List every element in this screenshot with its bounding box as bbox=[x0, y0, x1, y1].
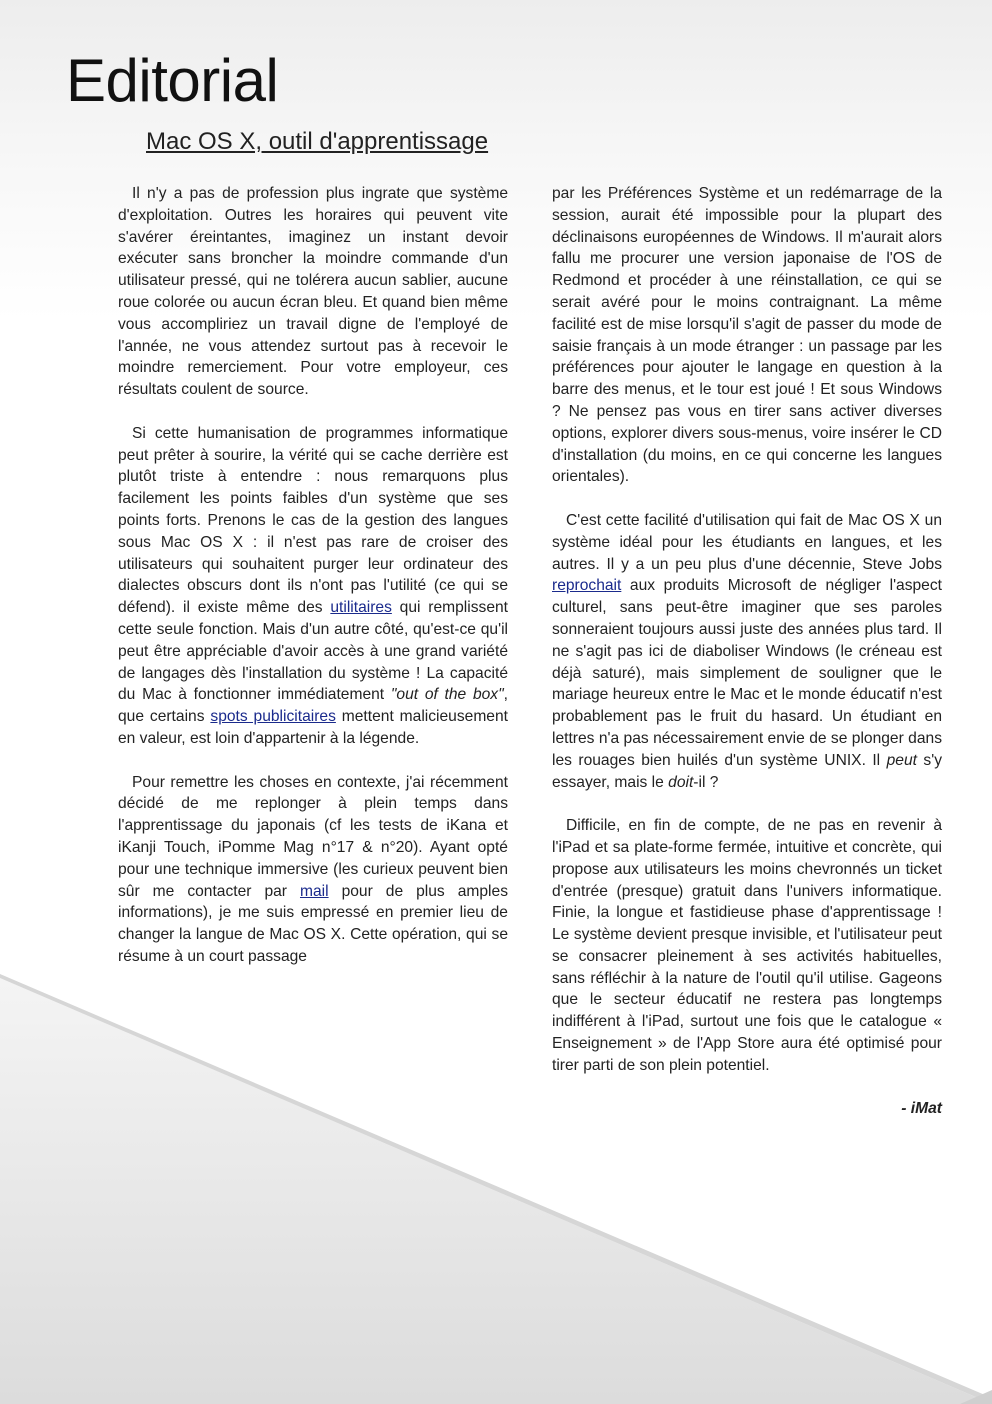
doit-emphasis: doit bbox=[668, 773, 694, 791]
paragraph-5: C'est cette facilité d'utilisation qui fait de Mac OS X un système idéal pour les étudiants en langues, et les autres. Il y a un peu plus d'une décennie, Steve Jobs reprochait aux produits Microsoft de négliger l'aspect culturel, sans peut-être imaginer que ses paroles sonneraient toujours aussi juste des années plus tard. Il ne s'agit pas ici de diaboliser Windows (le créneau est déjà saturé), mais simplement de souligner que le mariage heureux entre le Mac et le monde éducatif n'est probablement pas le fruit du hasard. Un étudiant en lettres n'a pas nécessairement envie de se plonger dans les rouages bien huilés d'un système UNIX. Il peut s'y essayer, mais le doit-il ? bbox=[552, 511, 942, 791]
page-title: Editorial bbox=[66, 47, 279, 114]
paragraph-2: Si cette humanisation de programmes informatique peut prêter à sourire, la vérité qui se cache derrière est plutôt triste à entendre : nous remarquons plus facilement les points faibles d'un système que ses points forts. Prenons le cas de la gestion des langues sous Mac OS X : il n'est pas rare de croiser des utilisateurs qui souhaitent purger leur ordinateur des dialectes obscurs dont ils n'ont pas l'utilité (ce qui se défend). il existe même des utilitaires qui remplissent cette seule fonction. Mais d'un autre côté, qu'est-ce qu'il peut être appréciable d'avoir accès à une grand variété de langages dès l'installation du système ! La capacité du Mac à fonctionner immédiatement "out of the box", que certains spots publicitaires mettent malicieusement en valeur, est loin d'appartenir à la légende. bbox=[118, 424, 509, 747]
out-of-the-box-emphasis: "out of the box" bbox=[390, 686, 504, 704]
peut-emphasis: peut bbox=[886, 751, 917, 769]
article-column-left bbox=[118, 183, 508, 989]
paragraph-3: Pour remettre les choses en contexte, j'ai récemment décidé de me replonger à plein temps dans l'apprentissage du japonais (cf les tests de iKana et iKanji Touch, iPomme Mag n°17 & n°20). Ayant opté pour une technique immersive (les curieux peuvent bien sûr me contacter par mail pour de plus amples informations), je me suis empressé en premier lieu de changer la langue de Mac OS X. Cette opération, qui se résume à un court passage bbox=[118, 773, 508, 965]
article-subtitle: Mac OS X, outil d'apprentissage bbox=[146, 128, 489, 155]
mail-link[interactable]: mail bbox=[299, 882, 329, 900]
author-signature: - iMat bbox=[901, 1100, 942, 1118]
paragraph-6: Difficile, en fin de compte, de ne pas en revenir à l'iPad et sa plate-forme fermée, intuitive et concrète, qui propose aux utilisateurs les moins chevronnés un ticket d'entrée (presque) gratuit dans l'univers informatique. Finie, la longue et fastidieuse phase d'apprentissage ! Le système devient presque invisible, et l'utilisateur peut se consacrer pleinement à ses activités habituelles, sans réfléchir à la nature de l'outil qu'il utilise. Gageons que le secteur éducatif ne restera pas longtemps indifférent à l'iPad, surtout une fois que le catalogue « Enseignement » de l'App Store aura été optimisé pour tirer parti de son plein potentiel. bbox=[552, 817, 942, 1074]
spots-publicitaires-link[interactable]: spots publicitaires bbox=[210, 708, 336, 726]
utilitaires-link[interactable]: utilitaires bbox=[330, 599, 392, 617]
reprochait-link[interactable]: reprochait bbox=[552, 577, 622, 595]
paragraph-4: par les Préférences Système et un redémarrage de la session, aurait été impossible pour la plupart des déclinaisons européennes de Windows. Il m'aurait alors fallu me procurer une version japonaise de l'OS de Redmond et procéder à une réinstallation, ce qui se serait avéré pour le moins contraignant. La même facilité est de mise lorsqu'il s'agit de passer du mode de saisie français à un mode étranger : un passage par les préférences pour ajouter le langage en question à la barre des menus, et le tour est joué ! Et sous Windows ? Ne pensez pas vous en tirer sans activer diverses options, explorer divers sous-menus, voire insérer le CD d'installation (du moins, en ce qui concerne les langues orientales). bbox=[552, 185, 942, 486]
paragraph-1: Il n'y a pas de profession plus ingrate que système d'exploitation. Outres les horaires qui peuvent vite s'avérer éreintantes, imaginez un instant devoir exécuter sans broncher la moindre commande d'un utilisateur pressé, qui ne tolérera aucun sablier, aucune roue colorée ou aucun écran bleu. Et quand bien même vous accompliriez un travail digne de l'employé de l'année, ne vous attendez surtout pas à recevoir le moindre remerciement. Pour votre employeur, ces résultats coulent de source. bbox=[118, 185, 508, 399]
article-column-right bbox=[552, 183, 942, 1142]
